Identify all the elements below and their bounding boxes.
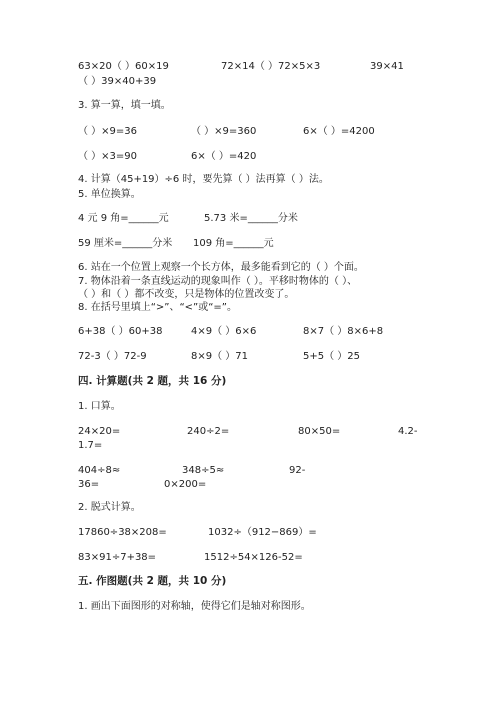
oral-calc-item: 4.2- [398, 426, 418, 437]
step-calc-item: 83×91÷7+38= [78, 552, 157, 563]
question-text: （ ）和（ ）都不改变，只是物体的位置改变了。 [78, 289, 295, 300]
fill-blank-item: （ ）×9=36 [78, 126, 138, 137]
fill-blank-item: 6×（ ）=4200 [303, 126, 375, 137]
fill-blank-item: 6×（ ）=420 [191, 151, 257, 162]
oral-calc-item: 404÷8≈ [78, 465, 121, 476]
unit-conversion-item: 4 元 9 角=______元 [78, 213, 169, 224]
question-title: 5. 单位换算。 [78, 189, 141, 200]
comparison-item: 4×9（ ）6×6 [191, 326, 257, 337]
unit-conversion-item: 5.73 米=______分米 [204, 213, 298, 224]
question-title: 3. 算一算，填一填。 [78, 100, 171, 111]
question-text: 4. 计算（45+19）÷6 时，要先算（ ）法再算（ ）法。 [78, 174, 329, 185]
fill-blank-item: （ ）×9=360 [191, 126, 257, 137]
unit-conversion-item: 109 角=______元 [193, 238, 274, 249]
question-title: 8. 在括号里填上“>”、“<”或“=”。 [78, 302, 237, 313]
step-calc-item: 1032÷（912−869）= [208, 527, 317, 538]
comparison-item: 5+5（ ）25 [303, 351, 361, 362]
comparison-item: 39×41 [370, 61, 404, 72]
oral-calc-item: 36= [78, 479, 100, 490]
oral-calc-item: 0×200= [164, 479, 207, 490]
question-text: 7. 物体沿着一条直线运动的现象叫作（ ）。平移时物体的（ ）、 [78, 276, 358, 287]
unit-conversion-item: 59 厘米=______分米 [78, 238, 173, 249]
comparison-item: 63×20（ ）60×19 [78, 61, 169, 72]
comparison-item: （ ）39×40+39 [78, 76, 157, 87]
question-title: 1. 画出下面图形的对称轴，使得它们是轴对称图形。 [78, 601, 311, 612]
oral-calc-item: 240÷2= [187, 426, 230, 437]
comparison-item: 6+38（ ）60+38 [78, 326, 163, 337]
step-calc-item: 17860÷38×208= [78, 527, 167, 538]
comparison-item: 8×7（ ）8×6+8 [303, 326, 384, 337]
oral-calc-item: 1.7= [78, 440, 103, 451]
fill-blank-item: （ ）×3=90 [78, 151, 138, 162]
question-title: 2. 脱式计算。 [78, 502, 141, 513]
oral-calc-item: 348÷5≈ [182, 465, 225, 476]
comparison-item: 72×14（ ）72×5×3 [221, 61, 321, 72]
comparison-item: 72-3（ ）72-9 [78, 351, 147, 362]
oral-calc-item: 80×50= [298, 426, 341, 437]
step-calc-item: 1512÷54×126-52= [204, 552, 303, 563]
question-text: 6. 站在一个位置上观察一个长方体，最多能看到它的（ ）个面。 [78, 262, 364, 273]
oral-calc-item: 92- [289, 465, 306, 476]
section-heading: 五. 作图题(共 2 题，共 10 分) [78, 575, 227, 587]
comparison-item: 8×9（ ）71 [191, 351, 249, 362]
oral-calc-item: 24×20= [78, 426, 121, 437]
section-heading: 四. 计算题(共 2 题，共 16 分) [78, 375, 227, 387]
question-title: 1. 口算。 [78, 401, 121, 412]
